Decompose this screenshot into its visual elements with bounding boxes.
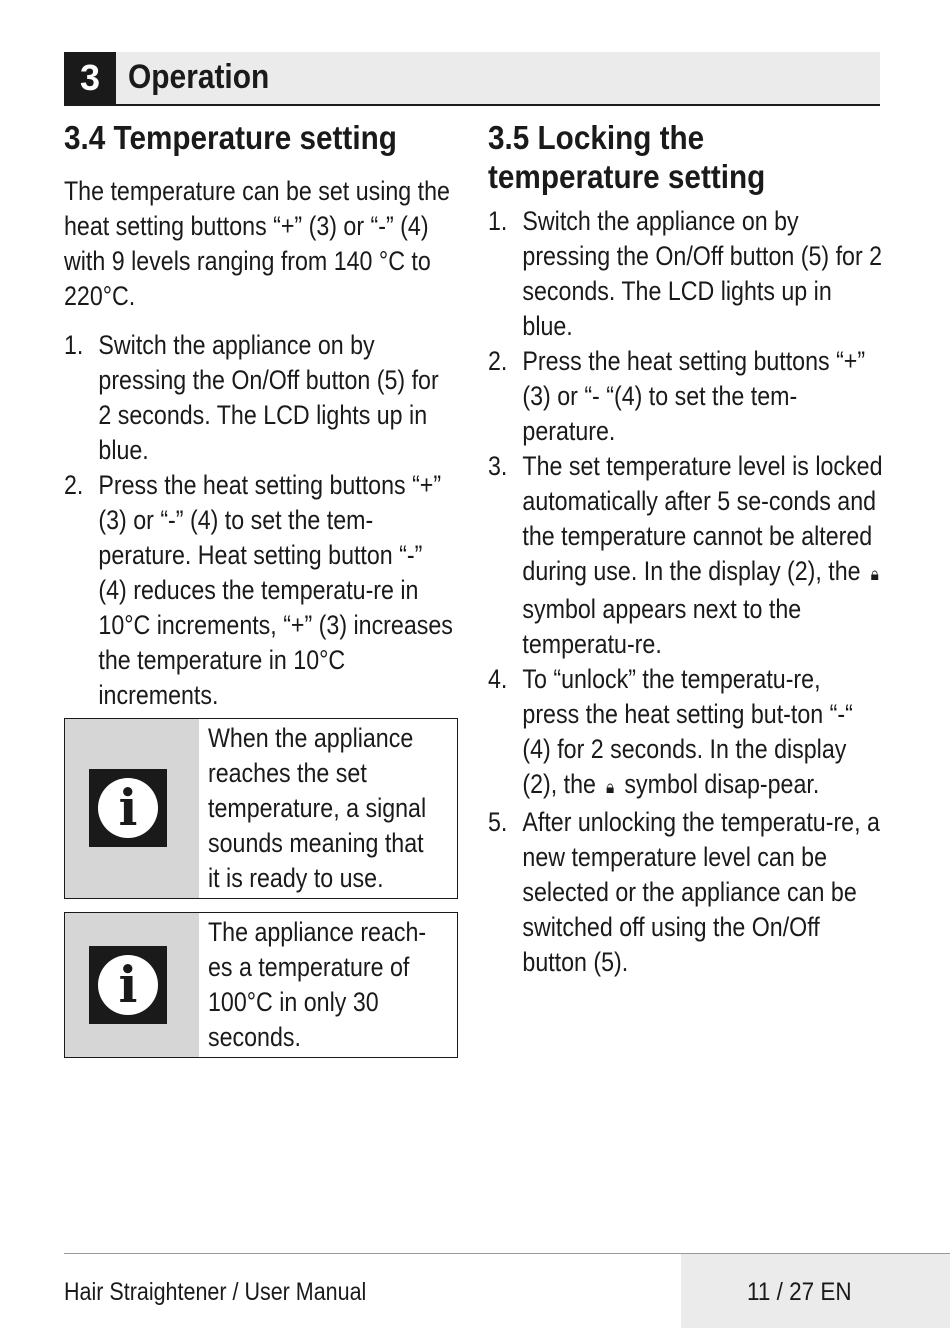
chapter-header bbox=[64, 52, 880, 106]
step-number: 2. bbox=[488, 346, 508, 376]
step-number: 2. bbox=[64, 470, 84, 500]
list-item bbox=[488, 344, 883, 449]
list-item bbox=[488, 449, 883, 662]
step-text: Press the heat setting buttons “+” (3) or “- “(4) to set the tem-perature. bbox=[522, 346, 866, 446]
step-text: symbol disap-pear. bbox=[624, 769, 820, 799]
chapter-title: Operation bbox=[128, 58, 270, 96]
section-temperature-setting bbox=[64, 118, 458, 713]
info-icon: i bbox=[89, 946, 167, 1024]
section-heading: 3.4 Temperature setting bbox=[64, 119, 397, 156]
step-text: symbol appears next to the temperatu-re. bbox=[522, 594, 802, 659]
step-number: 4. bbox=[488, 664, 508, 694]
step-number: 1. bbox=[64, 330, 84, 360]
footer-doc-title: Hair Straightener / User Manual bbox=[64, 1278, 367, 1306]
lock-icon: 🔒︎ bbox=[606, 777, 615, 797]
list-item bbox=[488, 204, 883, 344]
step-number: 3. bbox=[488, 451, 508, 481]
step-text: To “unlock” the temperatu-re, press the heat setting but-ton “-“ (4) for 2 seconds. In the display (2), the bbox=[522, 664, 853, 799]
info-note bbox=[64, 912, 458, 1058]
step-number: 5. bbox=[488, 807, 508, 837]
page-number: 11 / 27 EN bbox=[747, 1278, 852, 1306]
steps-list bbox=[64, 328, 457, 713]
step-text: Switch the appliance on by pressing the On/Off button (5) for 2 seconds. The LCD lights up in blue. bbox=[522, 206, 883, 341]
info-icon: i bbox=[89, 769, 167, 847]
step-number: 1. bbox=[488, 206, 508, 236]
footer-page-box bbox=[681, 1254, 950, 1328]
step-text: After unlocking the temperatu-re, a new temperature level can be selected or the appliance can be switched off using the On/Off button (5). bbox=[522, 807, 880, 977]
section-locking-temperature bbox=[488, 118, 884, 980]
list-item bbox=[64, 328, 457, 468]
list-item bbox=[488, 805, 883, 980]
lock-icon: 🔒︎ bbox=[870, 564, 879, 584]
info-note bbox=[64, 718, 458, 899]
step-text: Press the heat setting buttons “+” (3) or “-” (4) to set the tem-perature. Heat setting button “-” (4) reduces the temperatu-re in 10°C increments, “+” (3) increases the temperature in 10°C increments. bbox=[98, 470, 453, 710]
list-item bbox=[488, 662, 883, 805]
info-icon-cell bbox=[65, 719, 199, 898]
section-intro: The temperature can be set using the heat setting buttons “+” (3) or “-” (4) with 9 levels ranging from 140 °C to 220°C. bbox=[64, 176, 450, 311]
step-text: The set temperature level is locked automatically after 5 se-conds and the temperature cannot be altered during use. In the display (2), the bbox=[522, 451, 883, 586]
chapter-number: 3 bbox=[64, 52, 116, 104]
info-icon-cell bbox=[65, 913, 199, 1057]
step-text: Switch the appliance on by pressing the On/Off button (5) for 2 seconds. The LCD lights up in blue. bbox=[98, 330, 439, 465]
info-note-text: When the appliance reaches the set temperature, a signal sounds meaning that it is ready to use. bbox=[208, 723, 427, 893]
list-item bbox=[64, 468, 457, 713]
steps-list bbox=[488, 204, 883, 980]
section-heading: 3.5 Locking the temperature setting bbox=[488, 119, 766, 195]
info-note-text: The appliance reach-es a temperature of 100°C in only 30 seconds. bbox=[208, 917, 427, 1052]
